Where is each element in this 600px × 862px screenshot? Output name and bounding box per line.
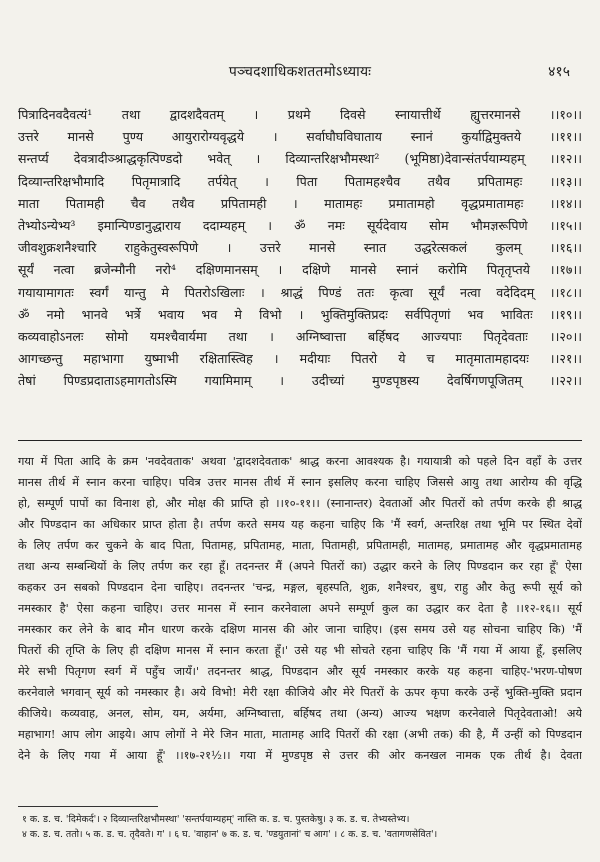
verse-line: कव्यवाहोऽनलः सोमो यमश्चैवार्यमा तथा । अग्निष्वात्ता बर्हिषद आज्यपाः पितृदेवताः ।।२०।।	[18, 328, 582, 344]
verse-line: आगच्छन्तु महाभागा युष्माभी रक्षितास्त्विह । मदीयाः पितरो ये च मातृमातामहादयः ।।२१।।	[18, 351, 582, 367]
verse-line: ॐ नमो भानवे भर्त्रे भवाय भव मे विभो । भुक्तिमुक्तिप्रदः सर्वपितृणां भव भावितः ।।१९।।	[18, 306, 582, 322]
commentary-line: गया में पिता आदि के क्रम 'नवदेवताक' अथवा 'द्वादशदेवताक' श्राद्ध करना आवश्यक है। गयायात्री को पहले दिन वहाँ के उत्तर	[18, 455, 582, 468]
commentary-line: देने के लिए गया में आया हूँ' ।।१७-२१½।। गया में मुण्डपृष्ठ से उत्तर की ओर कनखल नामक एक तीर्थ है। देवता	[18, 749, 582, 762]
commentary-line: करनेवाले भगवान् सूर्य को नमस्कार है। अये विभो! मेरी रक्षा कीजिये और मेरे पितरों के ऊपर कृपा करके उन्हें भुक्ति-मुक्ति प्रदान	[18, 686, 582, 699]
verse-line: सन्तर्प्य देवत्रादीञ्श्राद्धकृत्पिण्डदो भवेत् । दिव्यान्तरिक्षभौमस्था² (भूमिष्ठा)देवान्संतर्पयाम्यहम् ।।१२।।	[18, 151, 582, 167]
commentary-line: कीजिये। कव्यवाह, अनल, सोम, यम, अर्यमा, अग्निष्वात्ता, बर्हिषद तथा (अन्य) आज्य भक्षण करनेवाले पितृदेवताओ! अये	[18, 707, 582, 720]
verse-line: तेषां पिण्डप्रदाताऽहमागतोऽस्मि गयामिमाम् । उदीच्यां मुण्डपृष्ठस्य देवर्षिगणपूजितम् ।।२२।।	[18, 373, 582, 389]
verse-line: उत्तरे मानसे पुण्य आयुरारोग्यवृद्धये । सर्वाघौघविघाताय स्नानं कुर्याद्विमुक्तये ।।११।।	[18, 129, 582, 145]
chapter-title: पञ्चदशाधिकशततमोऽध्यायः	[228, 64, 372, 80]
commentary-line: पितरों की तृप्ति के लिए ही दक्षिण मानस में स्नान करता हूँ।' उसे यह भी सोचते रहना चाहिए कि 'मैं गया में आया हूँ, इसलिए	[18, 644, 582, 657]
sanskrit-verses	[18, 104, 582, 392]
commentary-line: तथा अन्य सम्बन्धियों के लिए तर्पण कर रहा हूँ। तदनन्तर मैं (अपने पितरों का) उद्धार करने के लिए पिण्डदान कर रहा हूँ' ऐसा	[18, 560, 582, 573]
commentary-line: के लिए तर्पण कर चुकने के बाद पिता, पितामह, प्रपितामह, माता, पितामही, प्रपितामही, मातामह, प्रमातामह और वृद्धप्रमातामह	[18, 539, 582, 552]
verse-line: गयायामागतः स्वर्गं यान्तु मे पितरोऽखिलाः । श्राद्धं पिण्डं ततः कृत्वा सूर्यं नत्वा वदेदिदम् ।।१८।।	[18, 284, 582, 300]
page-number: ४१५	[548, 64, 570, 80]
footnote-line: ४ क. ड. च. ततो। ५ क. ड. च. तृदैवते। ग' । ६ घ. 'वाहान' ७ क. ड. च. 'ण्डयुतानां' च आग' । ८ क. ड. च. 'वतागणसेवित'।	[22, 829, 438, 840]
section-divider	[18, 440, 582, 441]
footnotes	[22, 812, 582, 842]
page-header	[28, 62, 572, 84]
verse-line: तेभ्योऽन्येभ्य³ इमान्पिण्डानुद्धाराय ददाम्यहम् । ॐ नमः सूर्यदेवाय सोम भौमज्ञरूपिणे ।।१५।।	[18, 217, 582, 233]
commentary-line: कहकर उन सबको पिण्डदान देना चाहिए। तदनन्तर 'चन्द्र, मङ्गल, बृहस्पति, शुक्र, शनैश्चर, बुध, राहु और केतु रूपी सूर्य को	[18, 581, 582, 594]
verse-line: सूर्यं नत्वा ब्रजेन्मौनी नरो⁴ दक्षिणमानसम् । दक्षिणे मानसे स्नानं करोमि पितृतृप्तये ।।१७।।	[18, 262, 582, 278]
commentary-line: महाभाग! आप लोग आइये। आप लोगों ने मेरे जिन माता, मातामह आदि पितरों की रक्षा (अभी तक) की है, मैं उन्हीं को पिण्डदान	[18, 728, 582, 741]
commentary-line: और पिण्डदान का अधिकार प्राप्त होता है। तर्पण करते समय यह कहना चाहिए कि 'मैं स्वर्ग, अन्तरिक्ष तथा भूमि पर स्थित देवों	[18, 518, 582, 531]
verse-line: पित्रादिनवदैवत्यं¹ तथा द्वादशदैवतम् । प्रथमे दिवसे स्नायात्तीर्थे ह्युत्तरमानसे ।।१०।।	[18, 107, 582, 122]
verse-line: माता पितामही चैव तथैव प्रपितामही । मातामहः प्रमातामहो वृद्धप्रमातामहः ।।१४।।	[18, 195, 582, 211]
commentary-line: नमस्कार है' ऐसा कहना चाहिए। उत्तर मानस में स्नान करनेवाला अपने सम्पूर्ण कुल का उद्धार कर देता है ।।१२-१६।। सूर्य	[18, 602, 582, 615]
footnote-line: १ क. ड. च. 'दिमेकर्द'। २ दिव्यान्तरिक्षभौमस्था' 'सन्तर्पयाम्यहम्' नास्ति क. ड. च. पुस्तकेषु। ३ क. ड. च. तेभ्यस्तेभ्य।	[22, 814, 410, 825]
commentary-line: मानस तीर्थ में स्नान करना चाहिए। पवित्र उत्तर मानस तीर्थ में स्नान इसलिए करना चाहिए जिससे आयु तथा आरोग्य की वृद्धि	[18, 476, 582, 489]
verse-line: दिव्यान्तरिक्षभौमादि पितृमात्रादि तर्पयेत् । पिता पितामहश्चैव तथैव प्रपितामहः ।।१३।।	[18, 173, 582, 189]
commentary-line: हो, सम्पूर्ण पापों का विनाश हो, और मोक्ष की प्राप्ति हो ।।१०-११।। (स्नानान्तर) देवताओं और पितरों को तर्पण करके ही श्राद्ध	[18, 497, 582, 510]
commentary-line: नमस्कार कर लेने के बाद मौन धारण करके दक्षिण मानस की ओर जाना चाहिए। (इस समय उसे यह सोचना चाहिए कि) 'मैं	[18, 623, 582, 636]
verse-line: जीवशुक्रशनैश्चारि राहुकेतुस्वरूपिणे । उत्तरे मानसे स्नात उद्धरेत्सकलं कुलम् ।।१६।।	[18, 240, 582, 256]
commentary-line: मेरे सभी पितृगण स्वर्ग में पहुँच जायँ।' तदनन्तर श्राद्ध, पिण्डदान और सूर्य नमस्कार करके यह कहना चाहिए-'भरण-पोषण	[18, 665, 582, 678]
footnote-divider	[18, 806, 158, 807]
hindi-commentary	[18, 451, 582, 766]
